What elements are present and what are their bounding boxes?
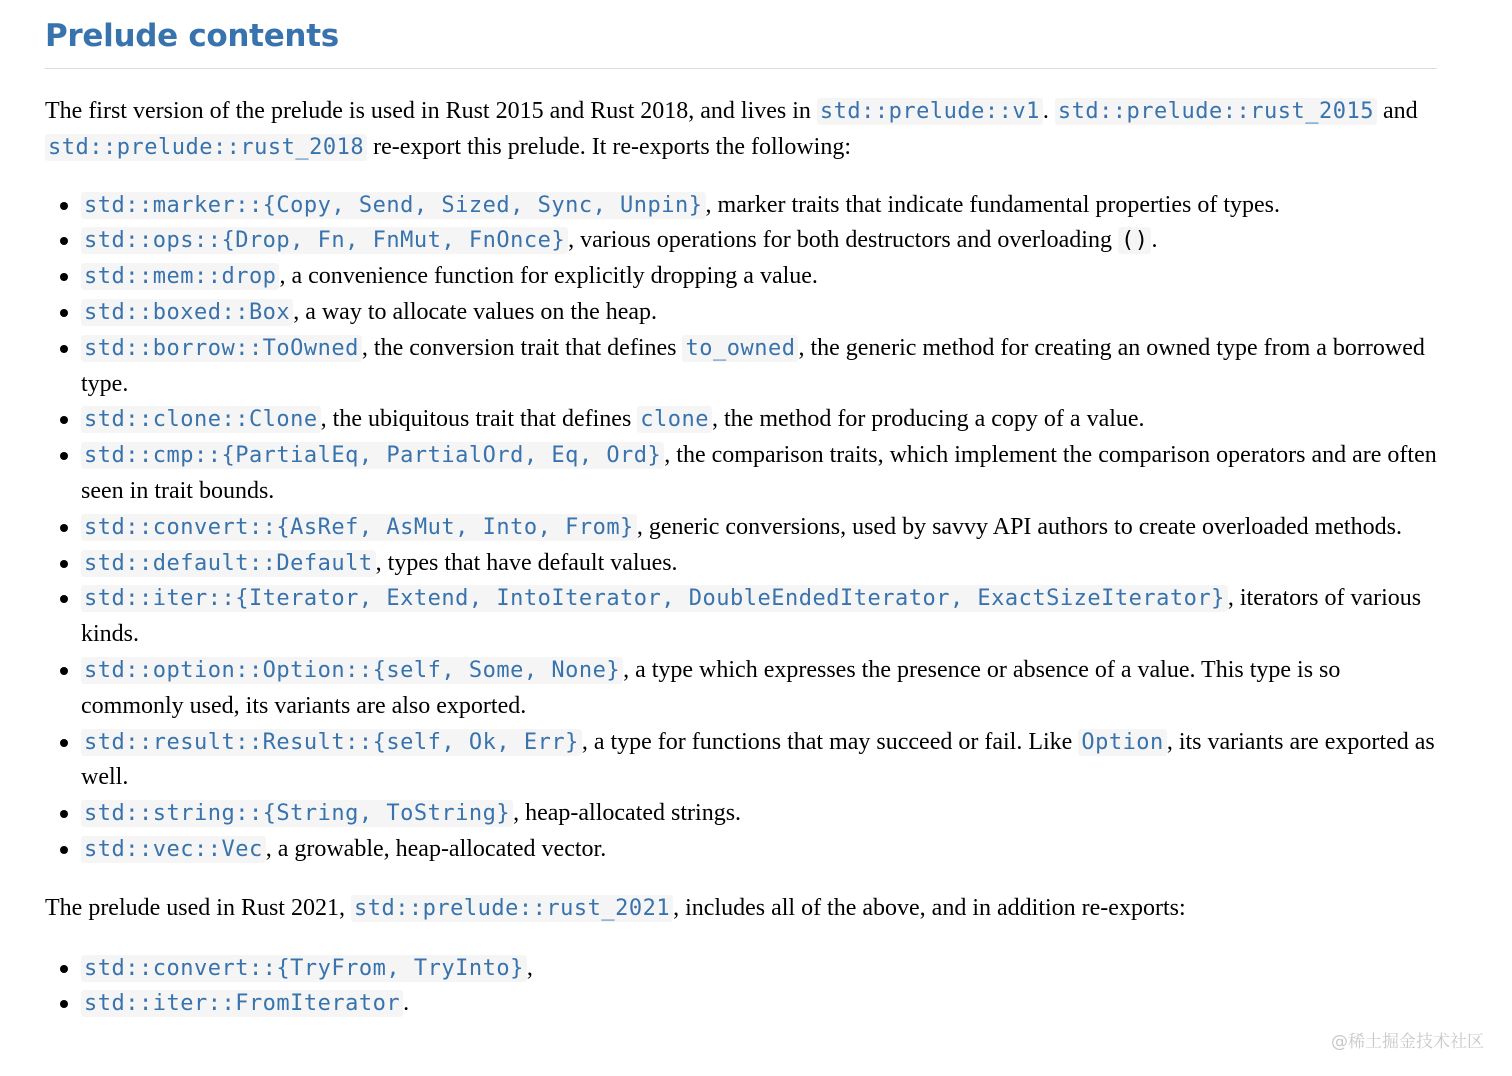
code-link[interactable]: std::convert::{TryFrom, TryInto} — [81, 955, 527, 982]
list-item: std::option::Option::{self, Some, None} , a type which expresses the presence or absence of a value. This type is so commonly used, its variants are also exported. — [81, 653, 1437, 725]
code-link[interactable]: std::iter::FromIterator — [81, 990, 403, 1017]
code-link-option[interactable]: Option — [1078, 729, 1166, 756]
code-link[interactable]: std::cmp::{PartialEq, PartialOrd, Eq, Ord} — [81, 442, 664, 469]
list-item: std::boxed::Box , a way to allocate values on the heap. — [81, 295, 1437, 331]
list-item: std::iter::FromIterator . — [81, 986, 1437, 1022]
code-link[interactable]: std::result::Result::{self, Ok, Err} — [81, 729, 582, 756]
code-link[interactable]: std::iter::{Iterator, Extend, IntoIterator, DoubleEndedIterator, ExactSizeIterator} — [81, 585, 1228, 612]
code-link[interactable]: std::option::Option::{self, Some, None} — [81, 657, 623, 684]
code-link-to-owned[interactable]: to_owned — [682, 335, 798, 362]
code-link-rust-2018[interactable]: std::prelude::rust_2018 — [45, 134, 367, 161]
code-link[interactable]: std::convert::{AsRef, AsMut, Into, From} — [81, 514, 637, 541]
list-item: std::vec::Vec , a growable, heap-allocated vector. — [81, 832, 1437, 868]
code-link[interactable]: std::marker::{Copy, Send, Sized, Sync, Unpin} — [81, 192, 706, 219]
code-link-rust-2015[interactable]: std::prelude::rust_2015 — [1055, 98, 1377, 125]
list-item: std::string::{String, ToString} , heap-allocated strings. — [81, 796, 1437, 832]
list-item: std::borrow::ToOwned , the conversion trait that defines to_owned , the generic method for creating an owned type from a borrowed type. — [81, 331, 1437, 403]
list-item: std::ops::{Drop, Fn, FnMut, FnOnce} , various operations for both destructors and overloading () . — [81, 223, 1437, 259]
prelude-2021-list — [45, 951, 1437, 1023]
code-link[interactable]: std::default::Default — [81, 550, 376, 577]
list-item: std::cmp::{PartialEq, PartialOrd, Eq, Ord} , the comparison traits, which implement the comparison operators and are often seen in trait bounds. — [81, 438, 1437, 510]
rust-2021-paragraph: The prelude used in Rust 2021, std::prelude::rust_2021 , includes all of the above, and in addition re-exports: — [45, 894, 1186, 921]
list-item: std::iter::{Iterator, Extend, IntoIterator, DoubleEndedIterator, ExactSizeIterator} , iterators of various kinds. — [81, 581, 1437, 653]
intro-paragraph: The first version of the prelude is used in Rust 2015 and Rust 2018, and lives in std::prelude::v1 . std::prelude::rust_2015 and std::prelude::rust_2018 re-export this prelude. It re-exports the following: — [45, 98, 1418, 160]
code-link[interactable]: std::mem::drop — [81, 263, 279, 290]
code-link-rust-2021[interactable]: std::prelude::rust_2021 — [351, 895, 673, 922]
watermark: @稀土掘金技术社区 — [1331, 1032, 1484, 1052]
code-link-clone[interactable]: clone — [637, 406, 712, 433]
code-link[interactable]: std::boxed::Box — [81, 299, 293, 326]
list-item: std::convert::{TryFrom, TryInto} , — [81, 951, 1437, 987]
list-item: std::clone::Clone , the ubiquitous trait that defines clone , the method for producing a copy of a value. — [81, 402, 1437, 438]
list-item: std::convert::{AsRef, AsMut, Into, From} , generic conversions, used by savvy API authors to create overloaded methods. — [81, 510, 1437, 546]
code-link[interactable]: std::ops::{Drop, Fn, FnMut, FnOnce} — [81, 227, 568, 254]
code-link[interactable]: std::vec::Vec — [81, 836, 266, 863]
code-link[interactable]: std::borrow::ToOwned — [81, 335, 362, 362]
list-item: std::result::Result::{self, Ok, Err} , a type for functions that may succeed or fail. Like Option , its variants are exported as well. — [81, 725, 1437, 797]
code-link[interactable]: std::string::{String, ToString} — [81, 800, 513, 827]
section-heading: Prelude contents — [45, 18, 1437, 69]
prelude-v1-list — [45, 188, 1437, 868]
inline-code: () — [1118, 227, 1152, 254]
list-item: std::mem::drop , a convenience function for explicitly dropping a value. — [81, 259, 1437, 295]
list-item: std::marker::{Copy, Send, Sized, Sync, Unpin} , marker traits that indicate fundamental properties of types. — [81, 188, 1437, 224]
code-link[interactable]: std::clone::Clone — [81, 406, 321, 433]
document — [45, 0, 1437, 1022]
code-link-prelude-v1[interactable]: std::prelude::v1 — [817, 98, 1043, 125]
intro-text: The first version of the prelude is used in Rust 2015 and Rust 2018, and lives in — [45, 98, 817, 124]
list-item: std::default::Default , types that have default values. — [81, 546, 1437, 582]
